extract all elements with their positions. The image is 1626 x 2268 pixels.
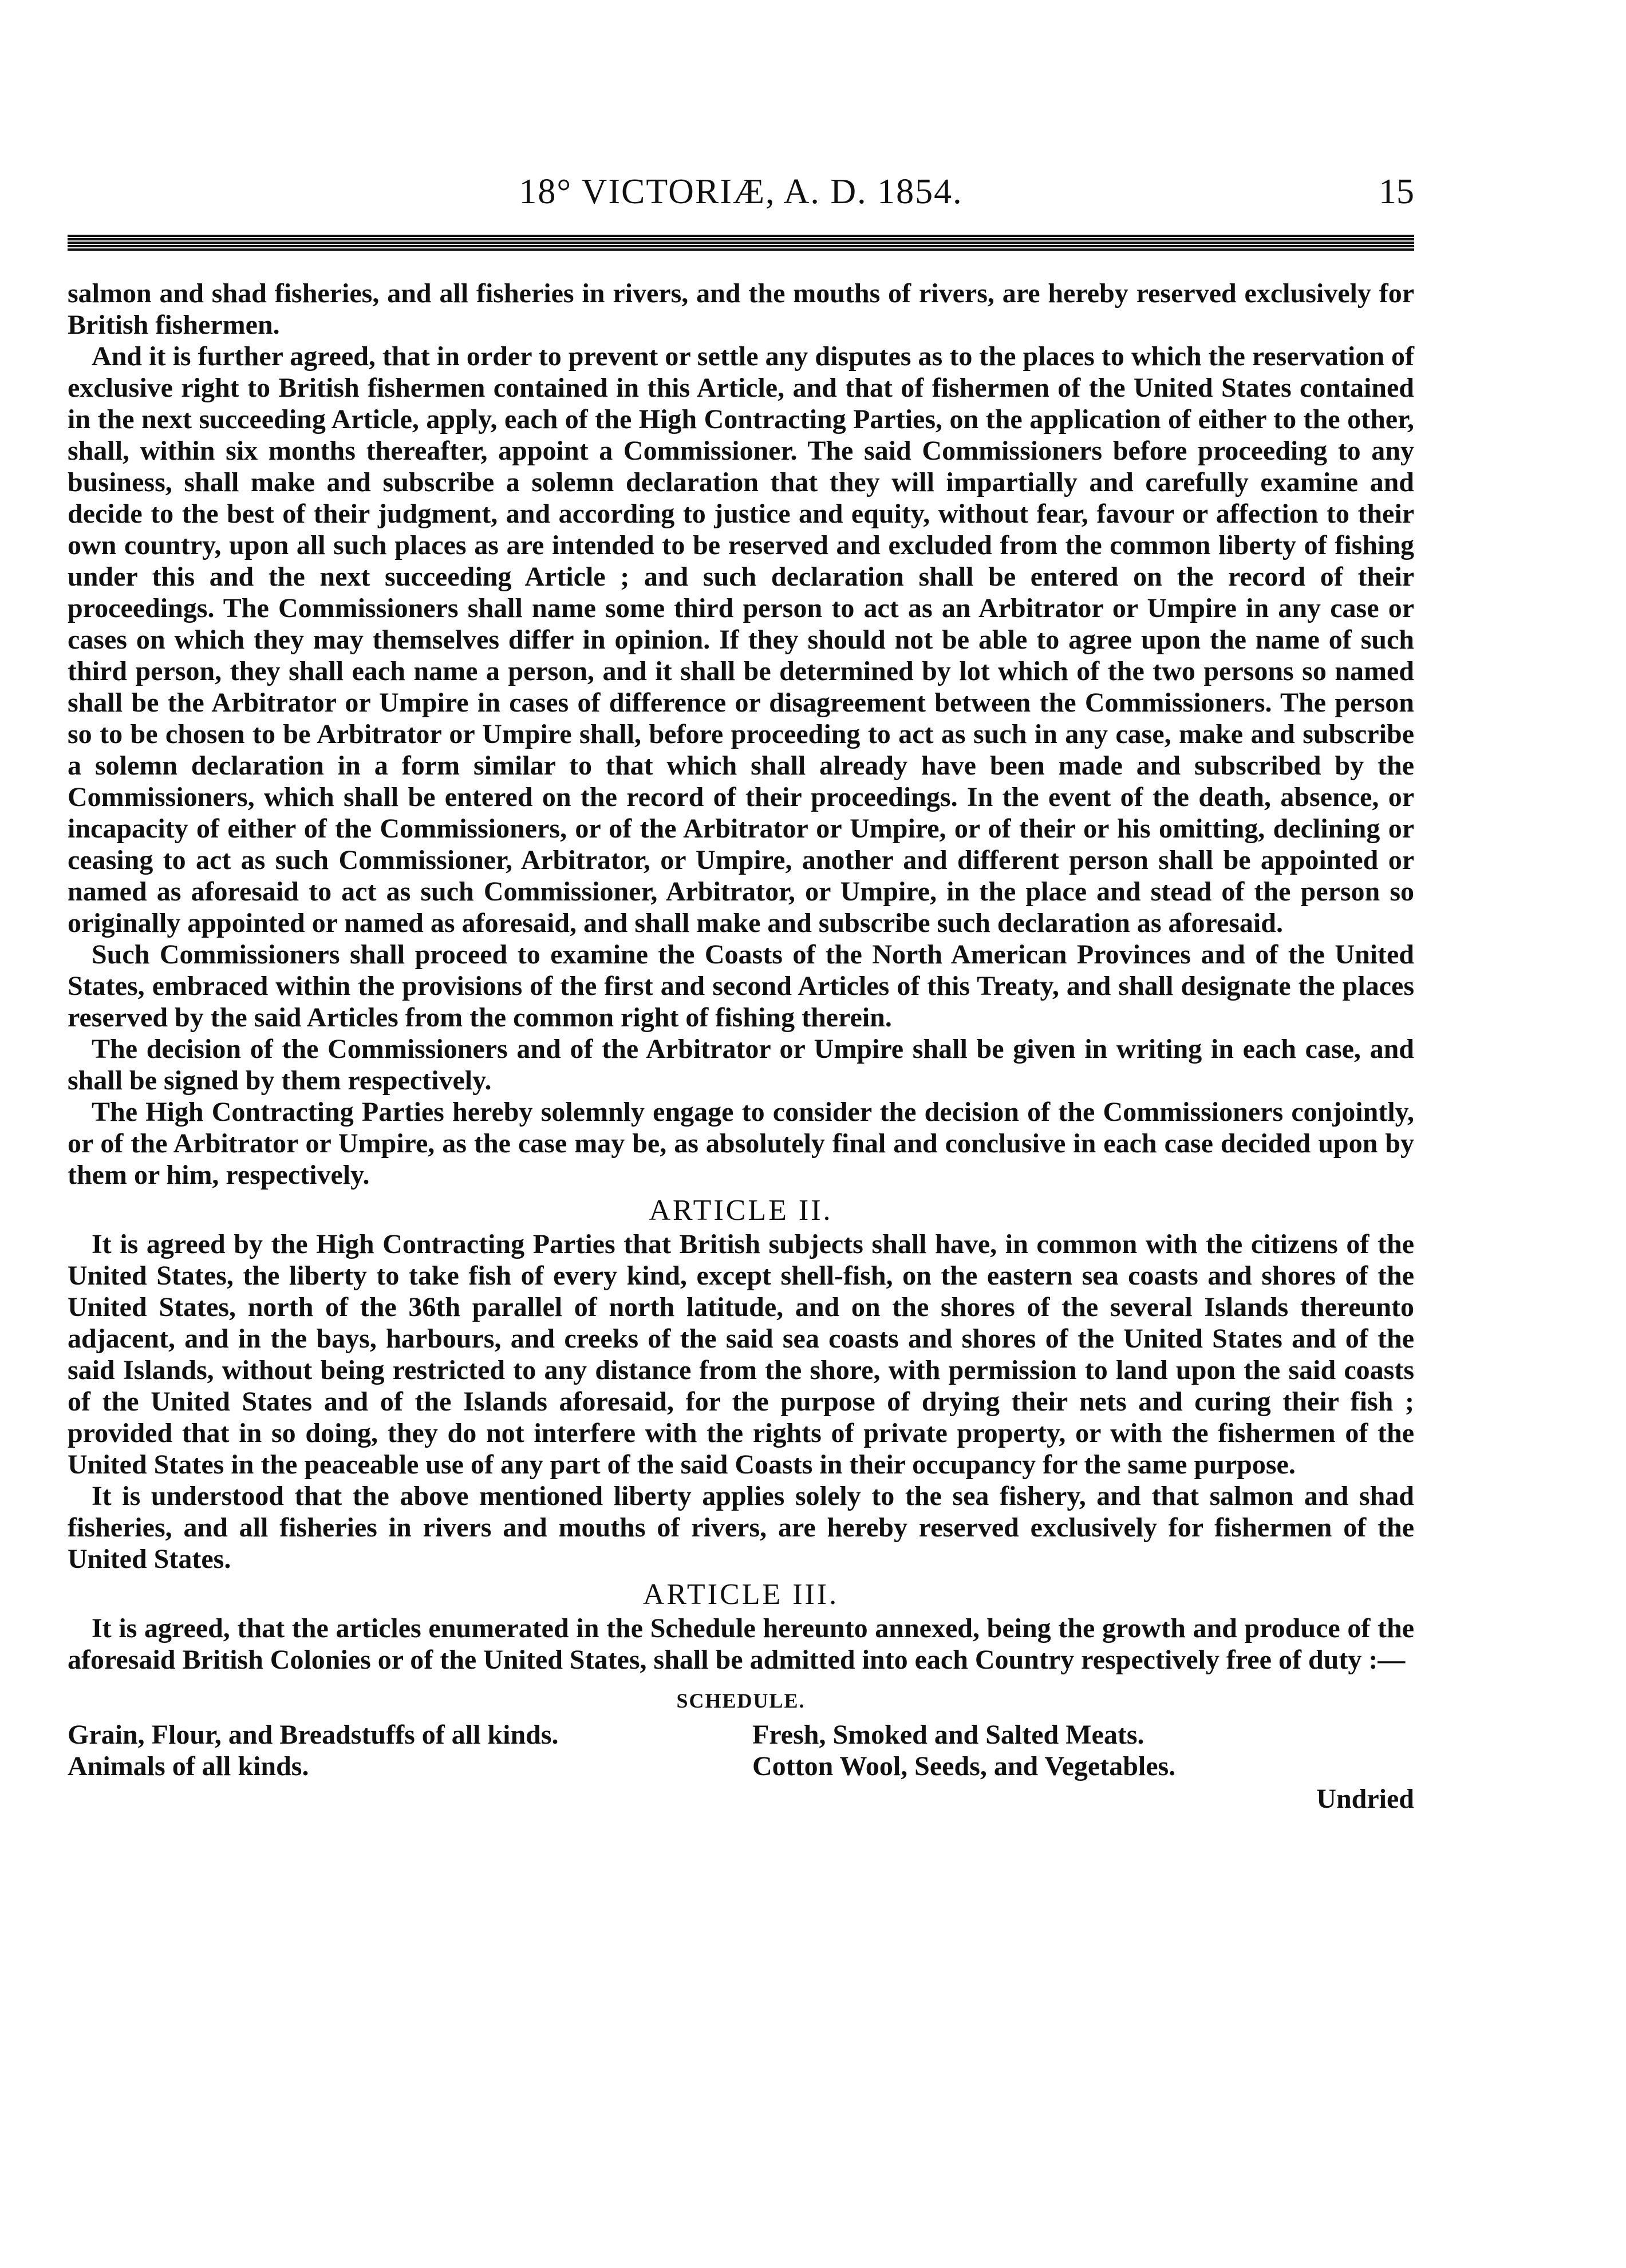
catchword: Undried	[1316, 1784, 1414, 1814]
schedule-title: SCHEDULE.	[676, 1689, 806, 1712]
paragraph: It is agreed by the High Contracting Parties that British subjects shall have, in common with the citizens of the United States, the liberty to take fish of every kind, except shell-fish, on the eastern sea coasts and shores of the United States, north of the 36th parallel of north latitude, and on the shores of the several Islands thereunto adjacent, and in the bays, harbours, and creeks of the said sea coasts and shores of the United States and of the said Islands, without being restricted to any distance from the shore, with permission to land upon the said coasts of the United States and of the Islands aforesaid, for the purpose of drying their nets and curing their fish ; provided that in so doing, they do not interfere with the rights of private property, or with the fishermen of the United States in the peaceable use of any part of the said Coasts in their occupancy for the same purpose.	[68, 1229, 1414, 1480]
schedule-list	[68, 1719, 1414, 1782]
running-head: 18° VICTORIÆ, A. D. 1854.	[519, 172, 963, 211]
article-2-heading: ARTICLE II.	[649, 1194, 833, 1227]
paragraph: The High Contracting Parties hereby solemnly engage to consider the decision of the Commissioners conjointly, or of the Arbitrator or Umpire, as the case may be, as absolutely final and conclusive in each case decided upon by them or him, respectively.	[68, 1097, 1414, 1190]
page-header	[68, 172, 1414, 223]
paragraph: salmon and shad fisheries, and all fisheries in rivers, and the mouths of rivers, are hereby reserved exclusively for British fishermen.	[68, 278, 1414, 340]
schedule-item: Fresh, Smoked and Salted Meats.	[752, 1720, 1144, 1750]
paragraph: Such Commissioners shall proceed to examine the Coasts of the North American Provinces and of the United States, embraced within the provisions of the first and second Articles of this Treaty, and shall designate the places reserved by the said Articles from the common right of fishing therein.	[68, 939, 1414, 1033]
body-text	[68, 278, 1414, 1815]
header-rule	[68, 235, 1414, 252]
paragraph: And it is further agreed, that in order to prevent or settle any disputes as to the places to which the reservation of exclusive right to British fishermen contained in this Article, and that of fishermen of the United States contained in the next succeeding Article, apply, each of the High Contracting Parties, on the application of either to the other, shall, within six months thereafter, appoint a Commissioner. The said Commissioners before proceeding to any business, shall make and subscribe a solemn declaration that they will impartially and carefully examine and decide to the best of their judgment, and according to justice and equity, without fear, favour or affection to their own country, upon all such places as are intended to be reserved and excluded from the common liberty of fishing under this and the next succeeding Article ; and such declaration shall be entered on the record of their proceedings. The Commissioners shall name some third person to act as an Arbitrator or Umpire in any case or cases on which they may themselves differ in opinion. If they should not be able to agree upon the name of such third person, they shall each name a person, and it shall be determined by lot which of the two persons so named shall be the Arbitrator or Umpire in cases of difference or disagreement between the Commissioners. The person so to be chosen to be Arbitrator or Umpire shall, before proceeding to act as such in any case, make and subscribe a solemn declaration in a form similar to that which shall already have been made and subscribed by the Commissioners, which shall be entered on the record of their proceedings. In the event of the death, absence, or incapacity of either of the Commissioners, or of the Arbitrator or Umpire, or of their or his omitting, declining or ceasing to act as such Commissioner, Arbitrator, or Umpire, another and different person shall be appointed or named as aforesaid to act as such Commissioner, Arbitrator, or Umpire, in the place and stead of the person so originally appointed or named as aforesaid, and shall make and subscribe such declaration as aforesaid.	[68, 341, 1414, 938]
paragraph: It is understood that the above mentioned liberty applies solely to the sea fishery, and that salmon and shad fisheries, and all fisheries in rivers and mouths of rivers, are hereby reserved exclusively for fishermen of the United States.	[68, 1481, 1414, 1574]
article-3-heading: ARTICLE III.	[642, 1578, 839, 1611]
schedule-item: Cotton Wool, Seeds, and Vegetables.	[752, 1751, 1176, 1781]
schedule-column-right	[729, 1719, 1414, 1782]
schedule-column-left	[68, 1719, 729, 1782]
paragraph: The decision of the Commissioners and of the Arbitrator or Umpire shall be given in writing in each case, and shall be signed by them respectively.	[68, 1034, 1414, 1096]
schedule-item: Grain, Flour, and Breadstuffs of all kinds.	[68, 1720, 559, 1750]
schedule-item: Animals of all kinds.	[68, 1751, 309, 1781]
page-number: 15	[1379, 172, 1414, 211]
paragraph: It is agreed, that the articles enumerated in the Schedule hereunto annexed, being the growth and produce of the aforesaid British Colonies or of the United States, shall be admitted into each Country respectively free of duty :—	[68, 1613, 1414, 1675]
